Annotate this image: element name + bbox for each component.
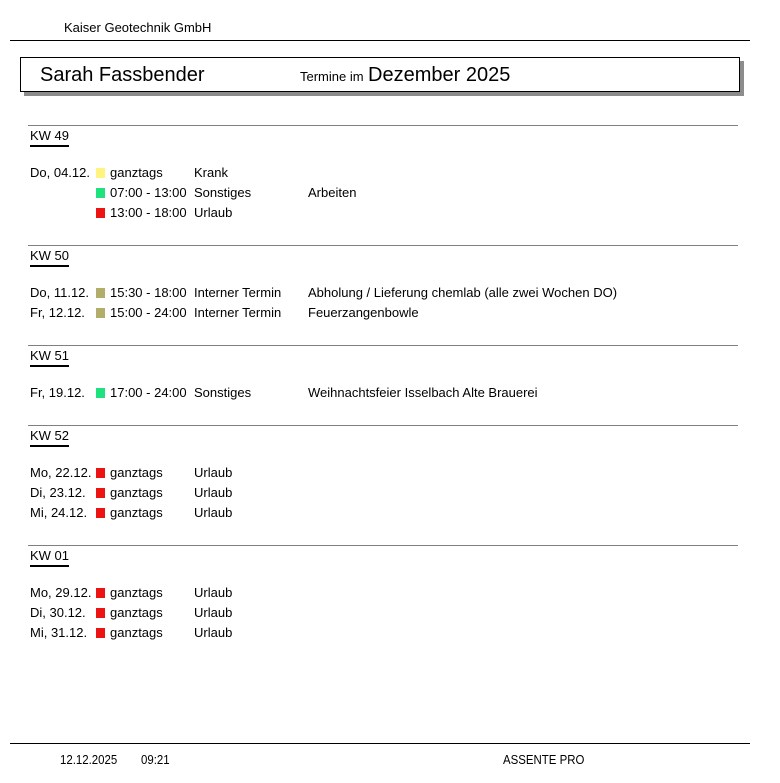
- appointment-description: Feuerzangenbowle: [308, 305, 419, 320]
- appointment-row: [28, 483, 738, 503]
- week-divider: [28, 545, 738, 546]
- appointment-time: 15:30 - 18:00: [110, 285, 187, 300]
- appointment-time: ganztags: [110, 625, 163, 640]
- week-label: KW 50: [30, 248, 69, 267]
- appointment-type: Interner Termin: [194, 305, 282, 320]
- appointment-type: Krank: [194, 165, 228, 180]
- appointment-type: Urlaub: [194, 605, 233, 620]
- footer-time: 09:21: [141, 752, 170, 767]
- category-color-swatch: [96, 168, 105, 178]
- appointment-type: Urlaub: [194, 205, 233, 220]
- appointment-day: Fr, 19.12.: [30, 385, 85, 400]
- appointment-description: Arbeiten: [308, 185, 357, 200]
- appointment-day: Mi, 24.12.: [30, 505, 88, 520]
- week-divider: [28, 245, 738, 246]
- category-color-swatch: [96, 288, 105, 298]
- appointment-description: Abholung / Lieferung chemlab (alle zwei Wochen DO): [308, 285, 618, 300]
- appointment-description: Weihnachtsfeier Isselbach Alte Brauerei: [308, 385, 538, 400]
- category-color-swatch: [96, 468, 105, 478]
- appointment-row: [28, 383, 738, 403]
- appointment-day: Di, 30.12.: [30, 605, 86, 620]
- category-color-swatch: [96, 588, 105, 598]
- appointment-time: 17:00 - 24:00: [110, 385, 187, 400]
- appointment-time: ganztags: [110, 505, 163, 520]
- category-color-swatch: [96, 628, 105, 638]
- appointment-type: Interner Termin: [194, 285, 282, 300]
- category-color-swatch: [96, 208, 105, 218]
- appointment-time: ganztags: [110, 485, 163, 500]
- category-color-swatch: [96, 188, 105, 198]
- week-label: KW 52: [30, 428, 69, 447]
- week-label: KW 01: [30, 548, 69, 567]
- appointment-row: [28, 463, 738, 483]
- appointment-day: Do, 11.12.: [30, 285, 90, 300]
- appointment-type: Urlaub: [194, 465, 233, 480]
- appointment-row: [28, 503, 738, 523]
- person-name: Sarah Fassbender: [40, 64, 205, 86]
- appointment-day: Do, 04.12.: [30, 165, 90, 180]
- appointment-type: Sonstiges: [194, 185, 252, 200]
- company-name: Kaiser Geotechnik GmbH: [64, 20, 212, 35]
- footer-divider: [10, 743, 750, 744]
- appointment-type: Urlaub: [194, 585, 233, 600]
- appointment-time: 15:00 - 24:00: [110, 305, 187, 320]
- appointment-day: Mo, 22.12.: [30, 465, 92, 480]
- category-color-swatch: [96, 388, 105, 398]
- footer-date: 12.12.2025: [60, 752, 118, 767]
- appointment-type: Urlaub: [194, 505, 233, 520]
- appointment-type: Urlaub: [194, 485, 233, 500]
- appointment-row: [28, 303, 738, 323]
- appointment-time: ganztags: [110, 165, 163, 180]
- week-label: KW 51: [30, 348, 69, 367]
- appointment-row: [28, 283, 738, 303]
- title-box: [20, 57, 740, 92]
- appointment-row: [28, 203, 738, 223]
- category-color-swatch: [96, 308, 105, 318]
- category-color-swatch: [96, 508, 105, 518]
- appointment-time: ganztags: [110, 605, 163, 620]
- week-divider: [28, 345, 738, 346]
- category-color-swatch: [96, 488, 105, 498]
- title-subtitle: [300, 64, 510, 87]
- appointment-row: [28, 163, 738, 183]
- appointment-time: ganztags: [110, 585, 163, 600]
- appointment-day: Mo, 29.12.: [30, 585, 92, 600]
- appointment-type: Sonstiges: [194, 385, 252, 400]
- appointment-row: [28, 623, 738, 643]
- category-color-swatch: [96, 608, 105, 618]
- header-divider: [10, 40, 750, 41]
- week-divider: [28, 425, 738, 426]
- appointment-row: [28, 603, 738, 623]
- appointment-type: Urlaub: [194, 625, 233, 640]
- footer-product: ASSENTE PRO: [503, 752, 585, 767]
- subtitle-prefix: Termine im: [300, 69, 364, 84]
- appointment-day: Di, 23.12.: [30, 485, 86, 500]
- appointment-time: 07:00 - 13:00: [110, 185, 187, 200]
- appointment-row: [28, 183, 738, 203]
- week-label: KW 49: [30, 128, 69, 147]
- appointment-time: ganztags: [110, 465, 163, 480]
- month-label: Dezember 2025: [368, 64, 511, 86]
- appointment-row: [28, 583, 738, 603]
- week-divider: [28, 125, 738, 126]
- appointment-time: 13:00 - 18:00: [110, 205, 187, 220]
- appointment-day: Fr, 12.12.: [30, 305, 85, 320]
- appointment-day: Mi, 31.12.: [30, 625, 88, 640]
